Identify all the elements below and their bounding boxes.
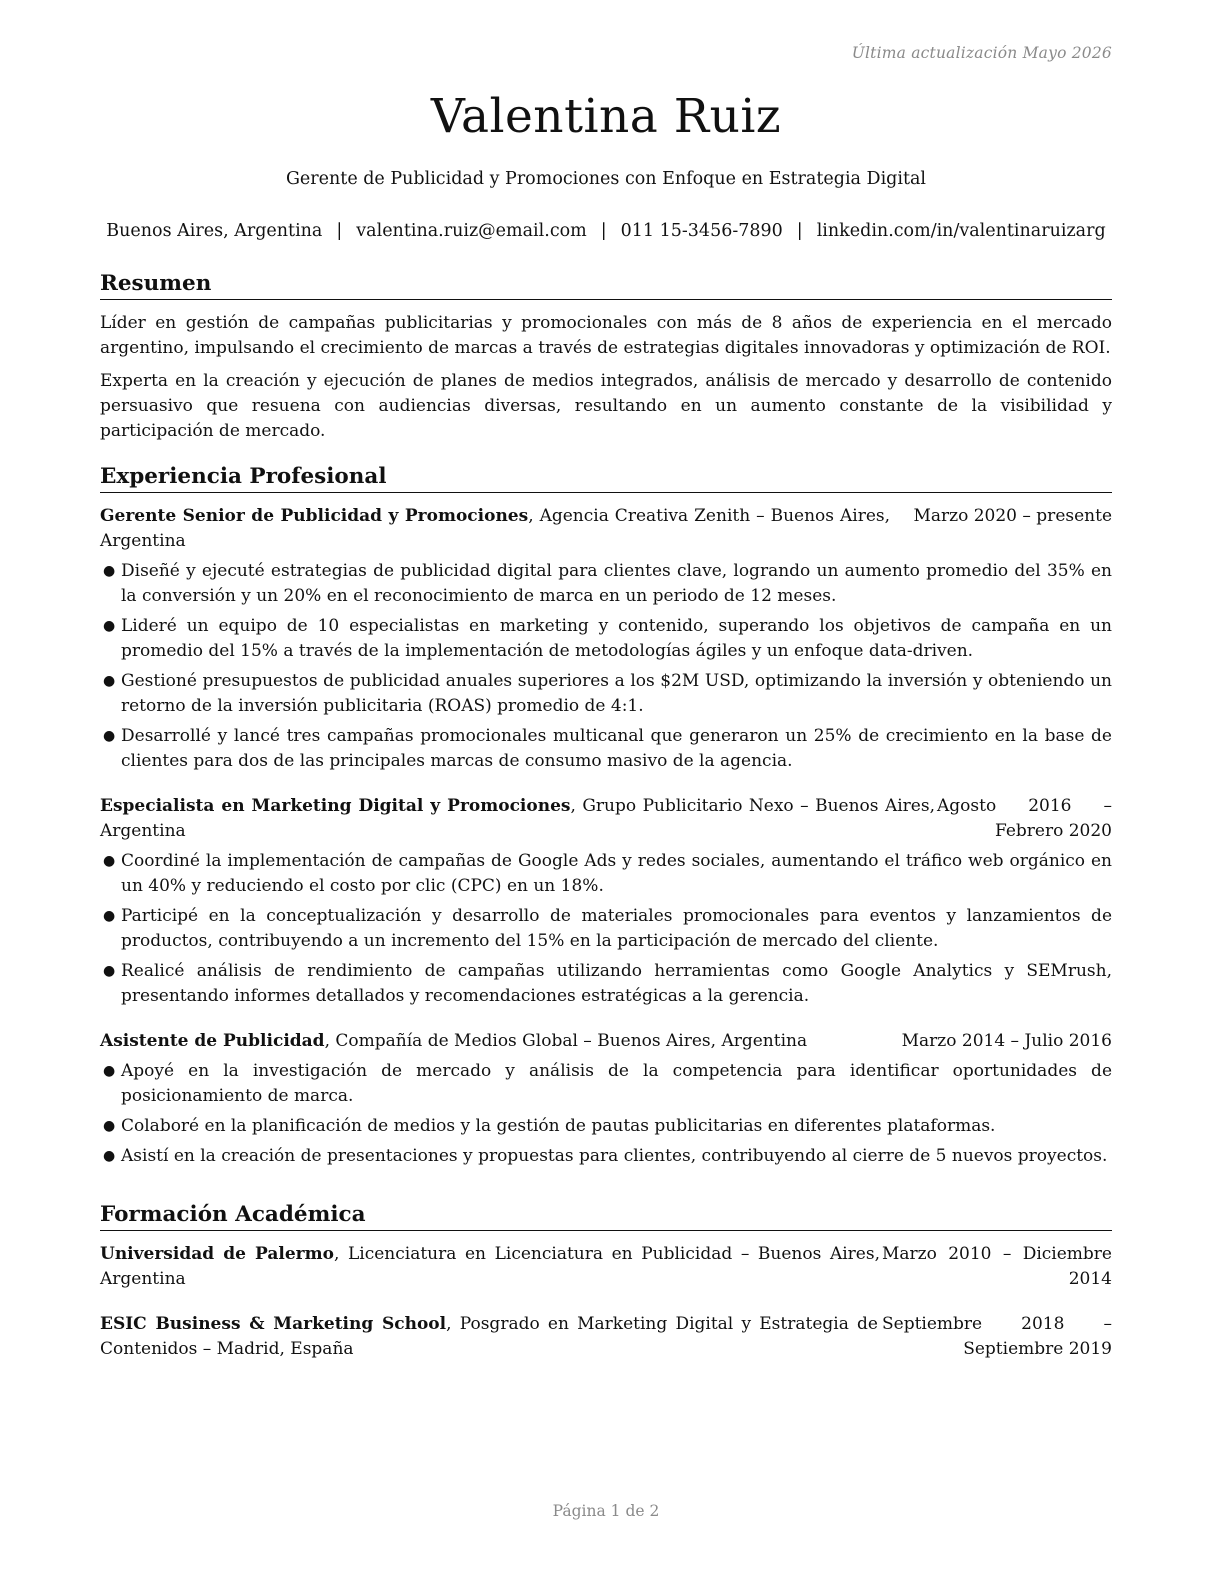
- list-item: ● Diseñé y ejecuté estrategias de publicidad digital para clientes clave, logrando un aumento promedio del 35% en la conversión y un 20% en el reconocimiento de marca en un periodo de 12 meses.: [103, 561, 1112, 606]
- entry-title: [100, 1242, 880, 1292]
- experience-entry: [100, 504, 1112, 774]
- list-item: ● Realicé análisis de rendimiento de campañas utilizando herramientas como Google Analytics y SEMrush, presentando informes detallados y recomendaciones estratégicas a la gerencia.: [103, 961, 1112, 1006]
- entry-degree: , Posgrado en Marketing Digital y Estrategia de Contenidos – Madrid, España: [100, 1314, 878, 1359]
- section-title-summary: Resumen: [100, 270, 1112, 300]
- contact-separator: |: [600, 221, 607, 241]
- entry-degree: , Licenciatura en Licenciatura en Publicidad – Buenos Aires, Argentina: [100, 1244, 880, 1289]
- entry-header: [100, 794, 1112, 844]
- entry-company: , Agencia Creativa Zenith – Buenos Aires, Argentina: [100, 506, 891, 551]
- contact-line: [100, 219, 1112, 243]
- experience-entry: [100, 794, 1112, 1009]
- summary-section: [100, 270, 1112, 452]
- entry-institution: ESIC Business & Marketing School: [100, 1314, 447, 1334]
- section-title-education: Formación Académica: [100, 1201, 1112, 1231]
- entry-title: [100, 1312, 878, 1362]
- education-section: [100, 1201, 1112, 1382]
- entry-title: [100, 794, 935, 844]
- entry-dates: Marzo 2014 – Julio 2016: [901, 1031, 1112, 1051]
- entry-dates: Marzo 2020 – presente: [913, 506, 1112, 526]
- entry-dates: Agosto 2016 – Febrero 2020: [937, 796, 1112, 841]
- entry-header: [100, 1312, 1112, 1362]
- list-item: ● Asistí en la creación de presentaciones y propuestas para clientes, contribuyendo al cierre de 5 nuevos proyectos.: [103, 1146, 1108, 1166]
- contact-email[interactable]: valentina.ruiz@email.com: [356, 221, 587, 241]
- education-entry: [100, 1312, 1112, 1362]
- entry-title: [100, 504, 890, 554]
- list-item: ● Gestioné presupuestos de publicidad anuales superiores a los $2M USD, optimizando la inversión y obteniendo un retorno de la inversión publicitaria (ROAS) promedio de 4:1.: [103, 671, 1112, 716]
- entry-role: Gerente Senior de Publicidad y Promociones: [100, 506, 529, 526]
- contact-location: Buenos Aires, Argentina: [106, 221, 323, 241]
- list-item: ● Apoyé en la investigación de mercado y análisis de la competencia para identificar oportunidades de posicionamiento de marca.: [103, 1061, 1112, 1106]
- education-entry: [100, 1242, 1112, 1292]
- list-item: ● Colaboré en la planificación de medios y la gestión de pautas publicitarias en diferentes plataformas.: [103, 1116, 996, 1136]
- summary-paragraph: Líder en gestión de campañas publicitarias y promocionales con más de 8 años de experiencia en el mercado argentino, impulsando el crecimiento de marcas a través de estrategias digitales innovadoras y optimización de ROI.: [100, 313, 1112, 358]
- candidate-name: Valentina Ruiz: [430, 89, 782, 144]
- last-updated: Última actualización Mayo 2026: [851, 44, 1112, 62]
- resume-page: [100, 0, 1112, 1584]
- entry-title: [100, 1029, 860, 1054]
- experience-section: [100, 463, 1112, 1189]
- section-title-experience: Experiencia Profesional: [100, 463, 1112, 493]
- contact-phone: 011 15-3456-7890: [620, 221, 783, 241]
- entry-company: , Compañía de Medios Global – Buenos Aires, Argentina: [324, 1031, 808, 1051]
- entry-dates: Septiembre 2018 – Septiembre 2019: [882, 1314, 1112, 1359]
- entry-header: [100, 1029, 1112, 1054]
- entry-bullets: [100, 849, 1112, 1009]
- headline: Gerente de Publicidad y Promociones con Enfoque en Estrategia Digital: [285, 169, 927, 189]
- entry-company: , Grupo Publicitario Nexo – Buenos Aires, Argentina: [100, 796, 935, 841]
- entry-role: Asistente de Publicidad: [100, 1031, 325, 1051]
- contact-separator: |: [336, 221, 343, 241]
- contact-linkedin[interactable]: linkedin.com/in/valentinaruizarg: [816, 221, 1106, 241]
- entry-institution: Universidad de Palermo: [100, 1244, 334, 1264]
- list-item: ● Participé en la conceptualización y desarrollo de materiales promocionales para eventos y lanzamientos de productos, contribuyendo a un incremento del 15% en la participación de mercado del cliente.: [103, 906, 1112, 951]
- entry-bullets: [100, 559, 1112, 774]
- contact-separator: |: [796, 221, 803, 241]
- entry-dates: Marzo 2010 – Diciembre 2014: [882, 1244, 1112, 1289]
- entry-role: Especialista en Marketing Digital y Promociones: [100, 796, 571, 816]
- list-item: ● Lideré un equipo de 10 especialistas en marketing y contenido, superando los objetivos de campaña en un promedio del 15% a través de la implementación de metodologías ágiles y un enfoque data-driven.: [103, 616, 1112, 661]
- entry-header: [100, 1242, 1112, 1292]
- list-item: ● Coordiné la implementación de campañas de Google Ads y redes sociales, aumentando el tráfico web orgánico en un 40% y reduciendo el costo por clic (CPC) en un 18%.: [103, 851, 1112, 896]
- entry-header: [100, 504, 1112, 554]
- list-item: ● Desarrollé y lancé tres campañas promocionales multicanal que generaron un 25% de crecimiento en la base de clientes para dos de las principales marcas de consumo masivo de la agencia.: [103, 726, 1112, 771]
- page-number: Página 1 de 2: [552, 1502, 660, 1520]
- experience-entry: [100, 1029, 1112, 1169]
- summary-paragraph: Experta en la creación y ejecución de planes de medios integrados, análisis de mercado y desarrollo de contenido persuasivo que resuena con audiencias diversas, resultando en un aumento constante de la visibilidad y participación de mercado.: [100, 371, 1112, 441]
- entry-bullets: [100, 1059, 1112, 1169]
